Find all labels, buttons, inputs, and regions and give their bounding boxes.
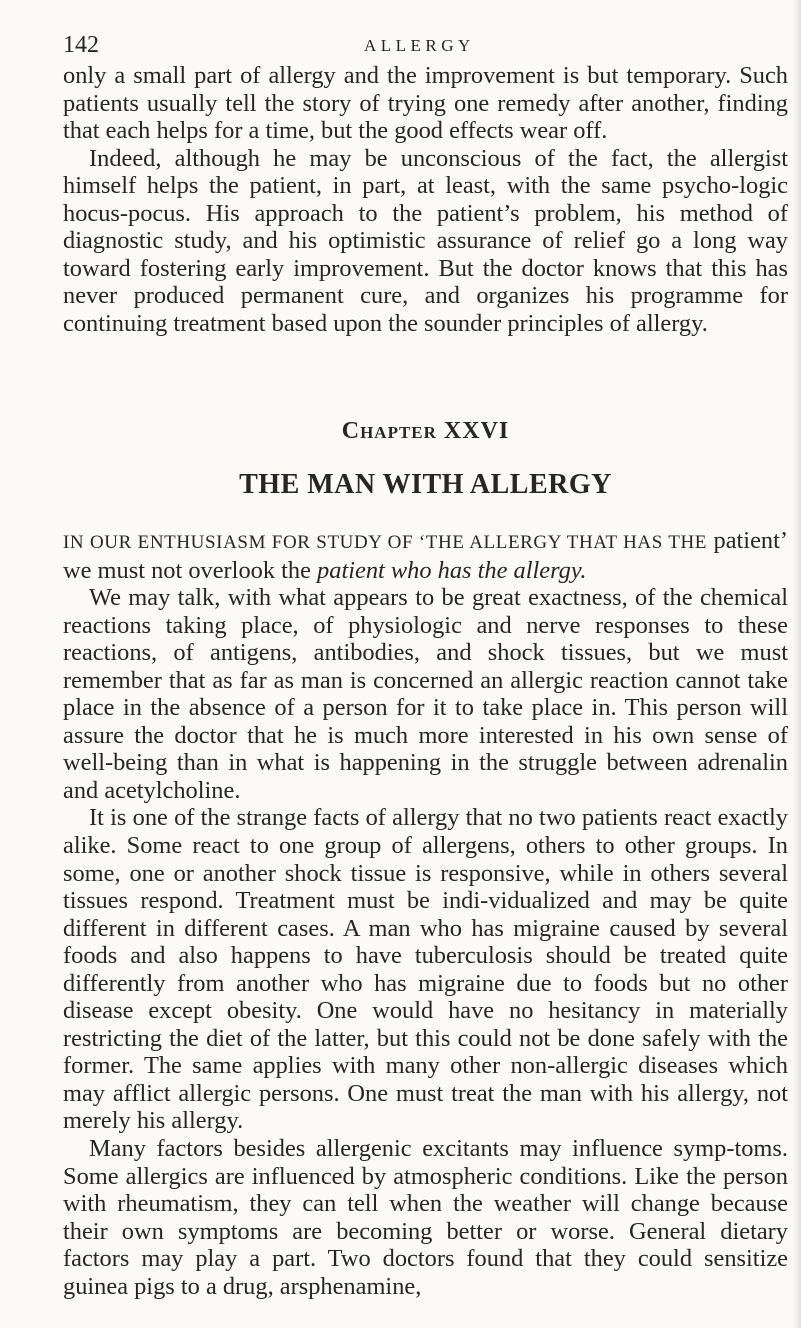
running-title: ALLERGY [364, 36, 475, 55]
opening-italic: patient who has the allergy. [317, 556, 587, 584]
page-edge-shadow [793, 0, 801, 1328]
continued-text [63, 62, 788, 337]
chapter-body [63, 527, 788, 1300]
paragraph: Indeed, although he may be unconscious of the fact, the allergist himself helps the patient, in part, at least, with the same psycho-logic hocus-pocus. His approach to the patient’s problem, his method of diagnostic study, and his optimistic assurance of relief go a long way toward fostering early improvement. But the doctor knows that this has never produced permanent cure, and organizes his programme for continuing treatment based upon the sounder principles of allergy. [63, 144, 788, 337]
opening-text: patient’ we must not overlook the [63, 527, 788, 584]
paragraph: Many factors besides allergenic excitants may influence symp-toms. Some allergics are influenced by atmospheric conditions. Like the person with rheumatism, they can tell when the weather will change because their own symptoms are becoming better or worse. General dietary factors may play a part. Two doctors found that they could sensitize guinea pigs to a drug, arsphenamine, [63, 1135, 788, 1300]
running-head [63, 28, 788, 62]
paragraph: It is one of the strange facts of allergy that no two patients react exactly alike. Some react to one group of allergens, others to other groups. In some, one or another shock tissue is responsive, while in others several tissues respond. Treatment must be indi-vidualized and may be quite different in different cases. A man who has migraine caused by several foods and also happens to have tuberculosis should be treated quite differently from another who has migraine due to foods but no other disease except obesity. One would have no hesitancy in materially restricting the diet of the latter, but this could not be done safely with the former. The same applies with many other non-allergic diseases which may afflict allergic persons. One must treat the man with his allergy, not merely his allergy. [63, 804, 788, 1135]
paragraph: We may talk, with what appears to be great exactness, of the chemical reactions taking place, of physiologic and nerve responses to these reactions, of antigens, antibodies, and shock tissues, but we must remember that as far as man is concerned an allergic reaction cannot take place in the absence of a person for it to take place in. This person will assure the doctor that he is much more interested in his own sense of well-being than in what is happening in the struggle between adrenalin and acetylcholine. [63, 584, 788, 804]
chapter-number: Chapter XXVI [341, 418, 510, 444]
opening-paragraph [63, 527, 788, 584]
page-number: 142 [63, 32, 99, 58]
book-page [63, 28, 788, 1300]
chapter-title: THE MAN WITH ALLERGY [239, 469, 612, 500]
opening-small-caps: IN OUR ENTHUSIASM FOR STUDY OF ‘THE ALLERGY THAT HAS THE [63, 532, 708, 553]
paragraph-continued: only a small part of allergy and the improvement is but temporary. Such patients usually tell the story of trying one remedy after another, finding that each helps for a time, but the good effects wear off. [63, 62, 788, 145]
